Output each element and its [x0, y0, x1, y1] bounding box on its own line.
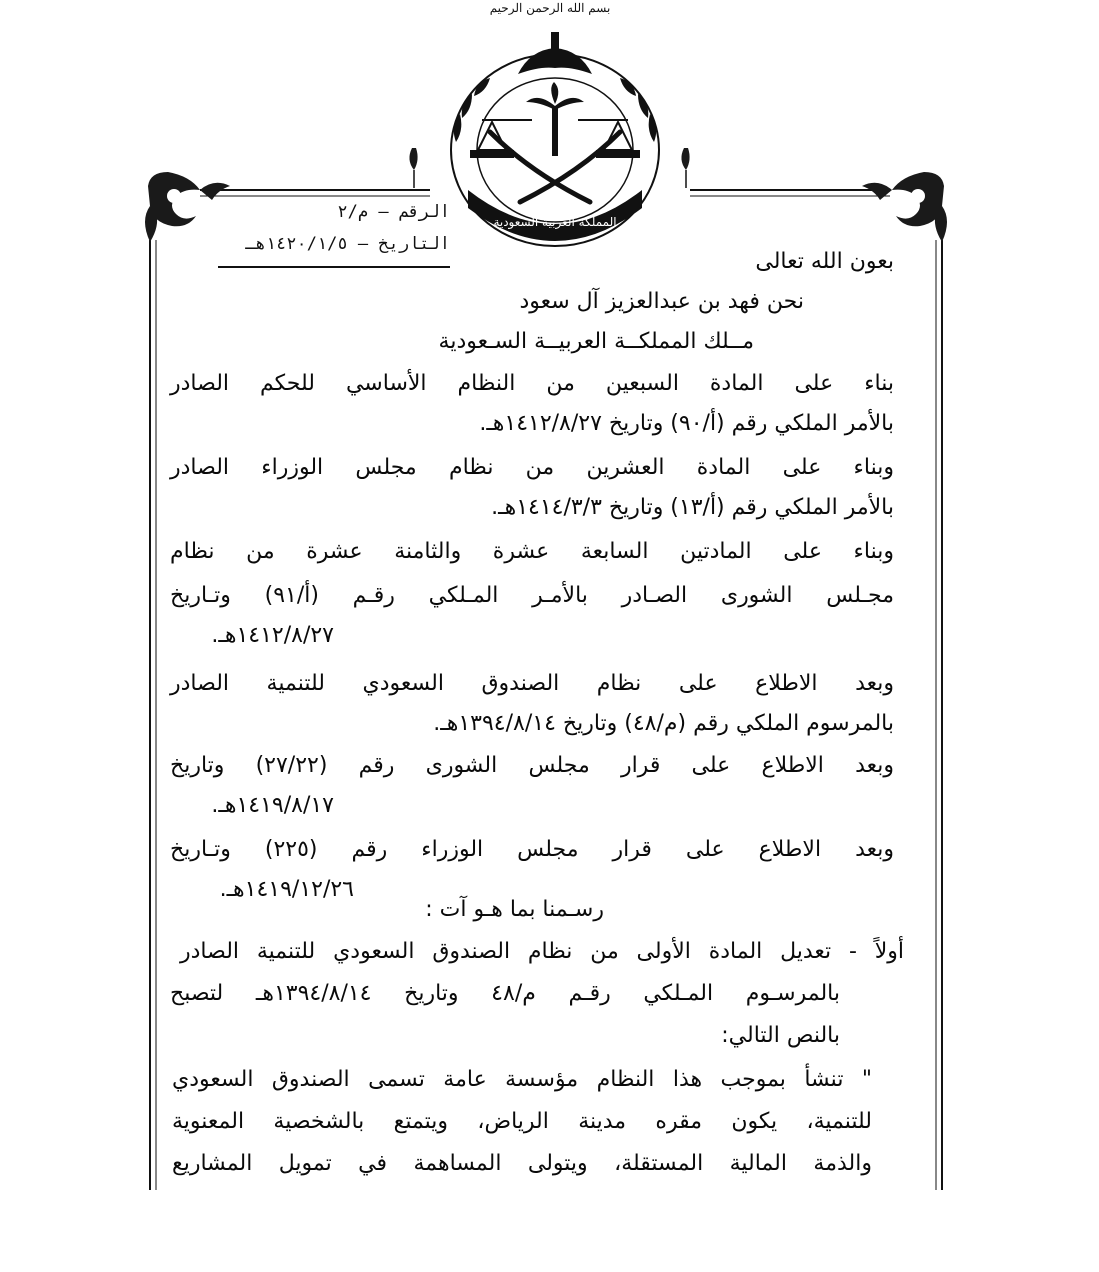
paragraph-line: بالأمر الملكي رقم (أ/٩٠) وتاريخ ١٤١٢/٨/٢٧هـ. [479, 411, 894, 436]
paragraph-line: وبناء على المادة العشرين من نظام مجلس الوزراء الصادر [170, 455, 894, 480]
opening-invocation: بعون الله تعالى [755, 249, 894, 274]
paragraph-line: ١٤١٢/٨/٢٧هـ. [211, 623, 334, 648]
decree-intro: رسـمنا بما هـو آت : [425, 897, 604, 922]
paragraph-line: بالنص التالي: [721, 1023, 840, 1048]
paragraph-line: وبعد الاطلاع على نظام الصندوق السعودي للتنمية الصادر [170, 671, 894, 696]
issuer-name: نحن فهد بن عبدالعزيز آل سعود [519, 289, 804, 314]
reference-number: الرقم – م/٢ [337, 202, 450, 222]
reference-date: التاريخ – ١٤٢٠/١/٥هـ [245, 234, 450, 254]
paragraph-line: والذمة المالية المستقلة، ويتولى المساهمة في تمويل المشاريع [172, 1151, 872, 1176]
paragraph-line: ١٤١٩/١٢/٢٦هـ. [219, 877, 354, 902]
paragraph-line: ١٤١٩/٨/١٧هـ. [211, 793, 334, 818]
reference-underline [218, 266, 450, 268]
paragraph-line: مجـلس الشورى الصـادر بالأمـر المـلكي رقـم (أ/٩١) وتـاريخ [170, 583, 895, 608]
paragraph-line: وبعد الاطلاع على قرار مجلس الوزراء رقم (٢٢٥) وتـاريخ [170, 837, 894, 862]
official-seal-emblem [420, 22, 690, 252]
reference-block [200, 196, 450, 268]
paragraph-line: بناء على المادة السبعين من النظام الأساسي للحكم الصادر [170, 371, 894, 396]
paragraph-line: بالمرسوم الملكي رقم (م/٤٨) وتاريخ ١٣٩٤/٨/١٤هـ. [433, 711, 894, 736]
paragraph-line: بالأمر الملكي رقم (أ/١٣) وتاريخ ١٤١٤/٣/٣هـ. [491, 495, 894, 520]
basmala: بسم الله الرحمن الرحيم [489, 1, 611, 15]
issuer-title: مــلك المملكــة العربيــة السـعودية [438, 329, 754, 354]
paragraph-line: بالمرسـوم المـلكي رقـم م/٤٨ وتاريخ ١٣٩٤/٨/١٤هـ لتصبح [170, 981, 840, 1006]
article-one-heading: أولاً - تعديل المادة الأولى من نظام الصندوق السعودي للتنمية الصادر [180, 939, 904, 964]
paragraph-line: وبعد الاطلاع على قرار مجلس الشورى رقم (٢٧/٢٢) وتاريخ [170, 753, 894, 778]
flourish-left [409, 148, 417, 188]
paragraph-line: للتنمية، يكون مقره مدينة الرياض، ويتمتع بالشخصية المعنوية [172, 1109, 872, 1134]
paragraph-line: وبناء على المادتين السابعة عشرة والثامنة عشرة من نظام [170, 539, 894, 564]
corner-ornament-top-right [862, 172, 947, 242]
paragraph-line: " تنشأ بموجب هذا النظام مؤسسة عامة تسمى الصندوق السعودي [172, 1067, 872, 1092]
emblem-banner-text: المملكة العربية السعودية [493, 215, 617, 229]
